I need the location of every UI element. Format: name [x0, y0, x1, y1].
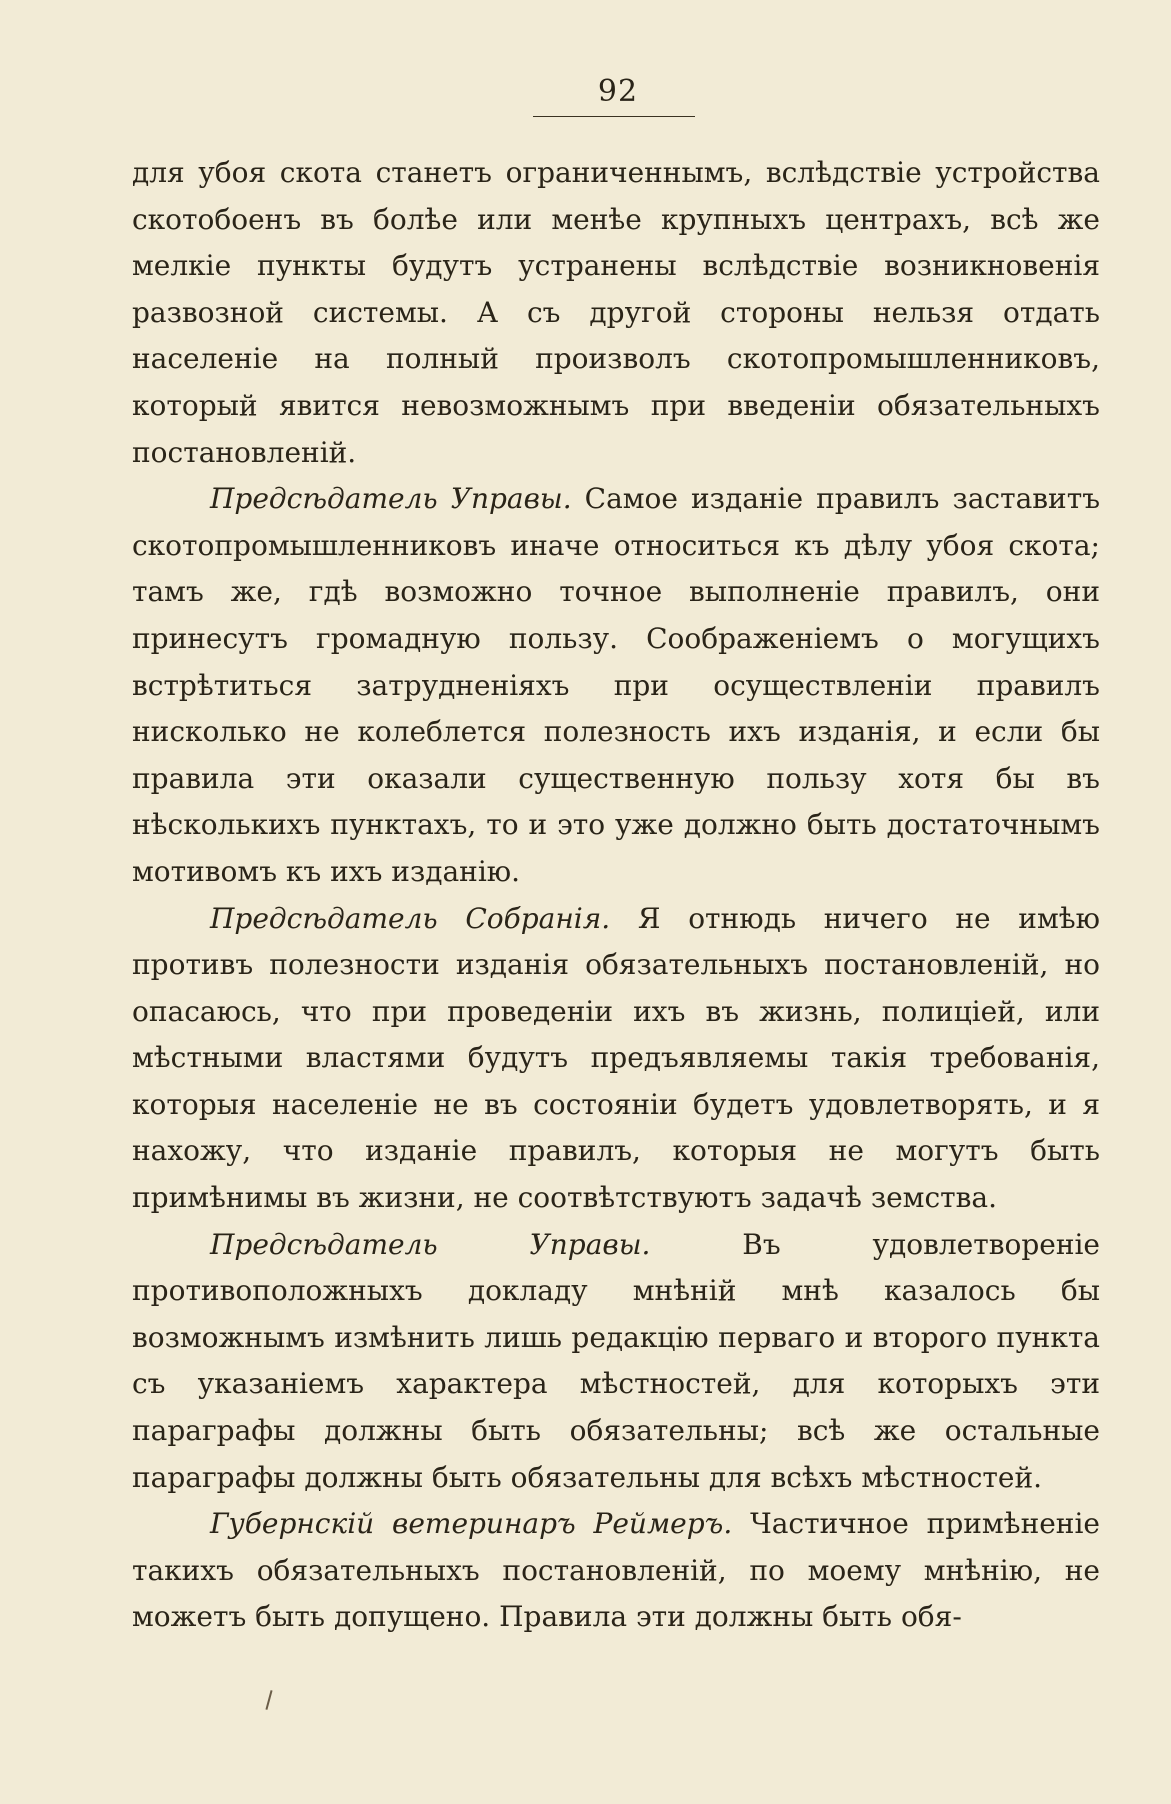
header-rule: [533, 116, 695, 117]
page-number: 92: [597, 74, 639, 109]
speaker-name: Предсѣдатель Управы.: [210, 1227, 651, 1261]
paragraph-text: для убоя скота станетъ ограниченнымъ, вслѣдствіе устройства скотобоенъ въ болѣе или менѣе крупныхъ центрахъ, всѣ же мелкіе пункты будутъ устранены вслѣдствіе возникновенія развозной системы. А съ другой стороны нельзя отдать населеніе на полный произволъ скотопромышленниковъ, который явится невозможнымъ при введеніи обязательныхъ постановленій.: [132, 156, 1100, 469]
paragraph-text: Самое изданіе правилъ заставитъ скотопромышленниковъ иначе относиться къ дѣлу убоя скота; тамъ же, гдѣ возможно точное выполненіе правилъ, они принесутъ громадную пользу. Соображеніемъ о могущихъ встрѣтиться затрудненіяхъ при осуществленіи правилъ нисколько не колеблется полезность ихъ изданія, и если бы правила эти оказали существенную пользу хотя бы въ нѣсколькихъ пунктахъ, то и это уже должно быть достаточнымъ мотивомъ къ ихъ изданію.: [132, 482, 1101, 888]
paragraph-1: [132, 150, 1100, 476]
paragraph-4: [132, 1222, 1100, 1502]
speaker-name: Губернскій ветеринаръ Реймеръ.: [210, 1507, 733, 1541]
speaker-name: Предсѣдатель Собранія.: [210, 901, 611, 935]
speaker-name: Предсѣдатель Управы.: [210, 482, 572, 516]
paragraph-text: Въ удовлетвореніе противоположныхъ докладу мнѣній мнѣ казалось бы возможнымъ измѣнить лишь редакцію перваго и второго пункта съ указаніемъ характера мѣстностей, для которыхъ эти параграфы должны быть обязательны; всѣ же остальные параграфы должны быть обязательны для всѣхъ мѣстностей.: [132, 1227, 1101, 1494]
paragraph-3: [132, 896, 1100, 1222]
paragraph-text: Частичное примѣненіе такихъ обязательныхъ постановленій, по моему мнѣнію, не можетъ быть допущено. Правила эти должны быть обя-: [132, 1507, 1100, 1634]
paragraph-2: [132, 476, 1100, 895]
body-text: [132, 150, 1100, 1641]
paragraph-5: [132, 1501, 1100, 1641]
ink-mark: [265, 1690, 272, 1710]
paragraph-text: Я отнюдь ничего не имѣю противъ полезности изданія обязательныхъ постановленій, но опасаюсь, что при проведеніи ихъ въ жизнь, полиціей, или мѣстными властями будутъ предъявляемы такія требованія, которыя населеніе не въ состояніи будетъ удовлетворять, и я нахожу, что изданіе правилъ, которыя не могутъ быть примѣнимы въ жизни, не соотвѣтствуютъ задачѣ земства.: [132, 901, 1100, 1215]
